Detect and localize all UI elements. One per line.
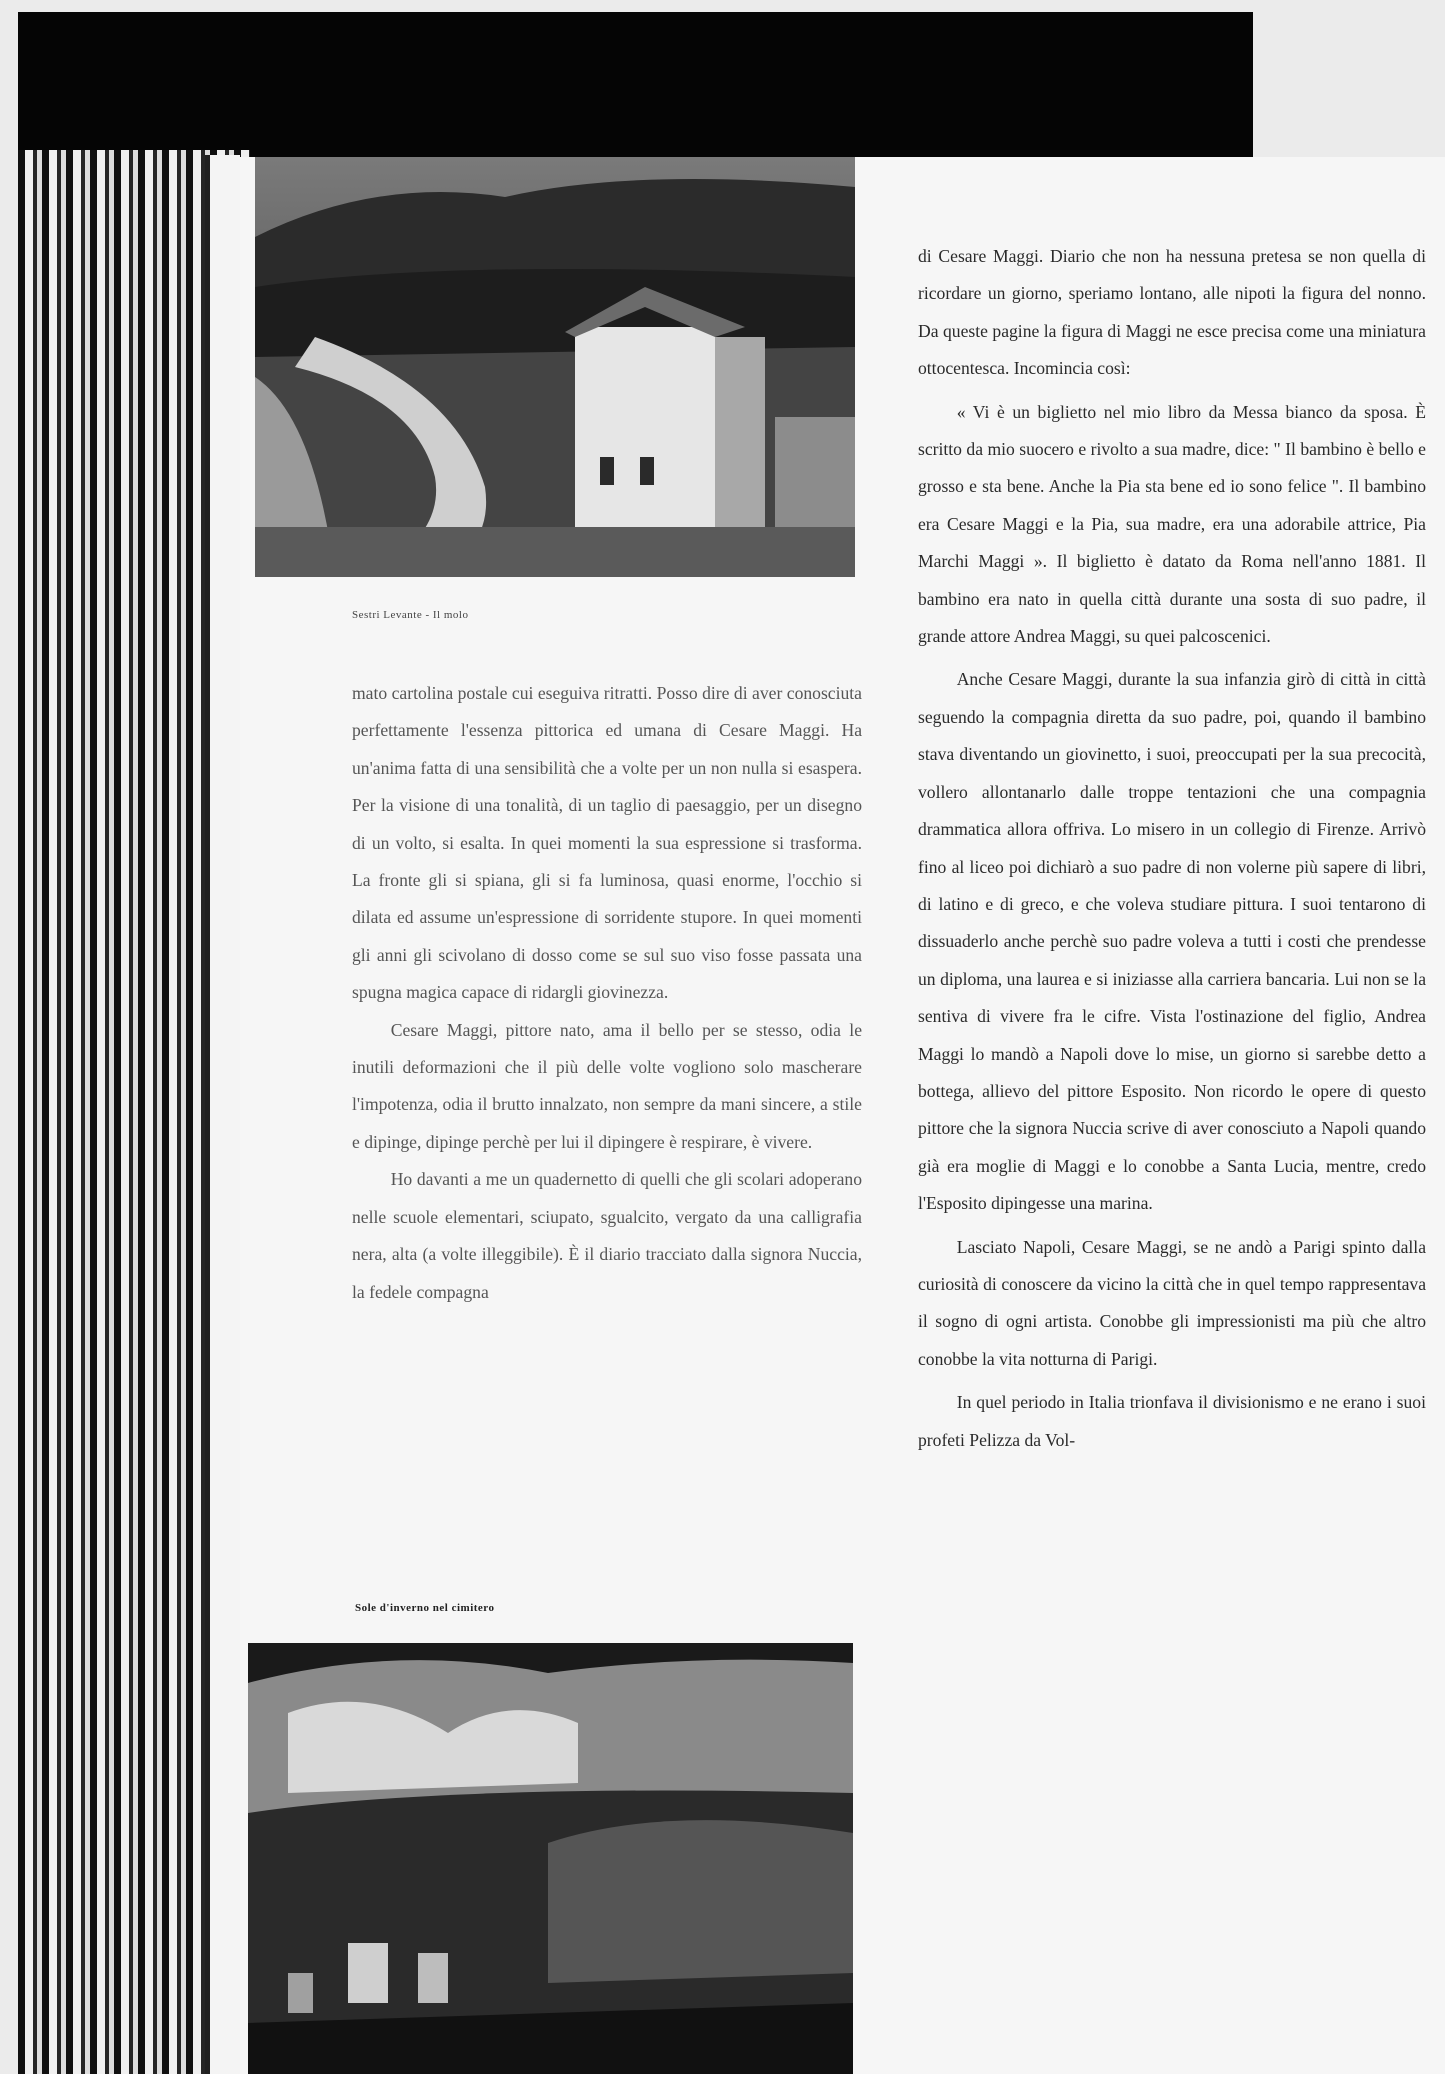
book-spine-edge — [205, 155, 240, 2074]
left-text-column — [352, 675, 862, 1311]
paragraph: Cesare Maggi, pittore nato, ama il bello per se stesso, odia le inutili deformazioni che il più delle volte vogliono solo mascherare l'impotenza, odia il brutto innalzato, non sempre da mani sincere, a stile e dipinge, dipinge perchè per lui il dipingere è respirare, è vivere. — [352, 1019, 862, 1152]
paragraph: « Vi è un biglietto nel mio libro da Messa bianco da sposa. È scritto da mio suocero e rivolto a sua madre, dice: " Il bambino è bello e grosso e sta bene. Anche la Pia sta bene ed io sono felice ". Il bambino era Cesare Maggi e la Pia, sua madre, era una adorabile attrice, Pia Marchi Maggi ». Il biglietto è datato da Roma nell'anno 1881. Il bambino era nato in quella città durante una sosta di suo padre, il grande attore Andrea Maggi, su quei palcoscenici. — [918, 401, 1426, 647]
paragraph: Lasciato Napoli, Cesare Maggi, se ne andò a Parigi spinto dalla curiosità di conoscere da vicino la città che in quel tempo rappresentava il sogno di ogni artista. Conobbe gli impressionisti ma più che altro conobbe la vita notturna di Parigi. — [918, 1236, 1426, 1369]
paragraph: di Cesare Maggi. Diario che non ha nessuna pretesa se non quella di ricordare un giorno, speriamo lontano, alle nipoti la figura del nonno. Da queste pagine la figura di Maggi ne esce precisa come una miniatura ottocentesca. Incomincia così: — [918, 246, 1426, 379]
top-dark-band — [18, 12, 1253, 162]
paragraph: Anche Cesare Maggi, durante la sua infanzia girò di città in città seguendo la compagnia diretta da suo padre, poi, quando il bambino stava diventando un giovinetto, i suoi, preoccupati per la sua precocità, vollero allontanarlo dalle troppe tentazioni che una compagnia drammatica allora offriva. Lo misero in un collegio di Firenze. Arrivò fino al liceo poi dichiarò a suo padre di non volerne più sapere di libri, di latino e di greco, e che voleva studiare pittura. I suoi tentarono di dissuaderlo anche perchè suo padre voleva a tutti i costi che prendesse un diploma, una laurea e si iniziasse alla carriera bancaria. Lui non se la sentiva di vivere fra le cifre. Vista l'ostinazione del figlio, Andrea Maggi lo mandò a Napoli dove lo mise, un giorno si sarebbe detto a bottega, allievo del pittore Esposito. Non ricordo le opere di questo pittore che la signora Nuccia scrive di aver conosciuto a Napoli quando già era moglie di Maggi e lo conobbe a Santa Lucia, mentre, credo l'Esposito dipingesse una marina. — [918, 669, 1426, 1214]
caption-bottom-photo: Sole d'inverno nel cimitero — [355, 1602, 495, 1614]
paragraph: mato cartolina postale cui eseguiva ritratti. Posso dire di aver conosciuta perfettamente l'essenza pittorica ed umana di Cesare Maggi. Ha un'anima fatta di una sensibilità che a volte per un non nulla si esaspera. Per la visione di una tonalità, di un taglio di paesaggio, per un disegno di un volto, si esalta. In quei momenti la sua espressione si trasforma. La fronte gli si spiana, gli si fa luminosa, quasi enorme, l'occhio si dilata ed assume un'espressione di sorridente stupore. In quei momenti gli anni gli scivolano di dosso come se sul suo viso fosse passata una spugna magica capace di ridargli giovinezza. — [352, 683, 862, 1003]
photo-sestri-levante — [255, 157, 855, 577]
photo-winter-cemetery — [248, 1643, 853, 2074]
right-text-column — [918, 232, 1426, 1459]
paragraph: In quel periodo in Italia trionfava il divisionismo e ne erano i suoi profeti Pelizza da Vol- — [918, 1392, 1426, 1450]
paragraph: Ho davanti a me un quadernetto di quelli che gli scolari adoperano nelle scuole elementari, sciupato, sgualcito, vergato da una calligrafia nera, alta (a volte illeggibile). È il diario tracciato dalla signora Nuccia, la fedele compagna — [352, 1169, 862, 1302]
caption-top-photo: Sestri Levante - Il molo — [352, 609, 469, 621]
